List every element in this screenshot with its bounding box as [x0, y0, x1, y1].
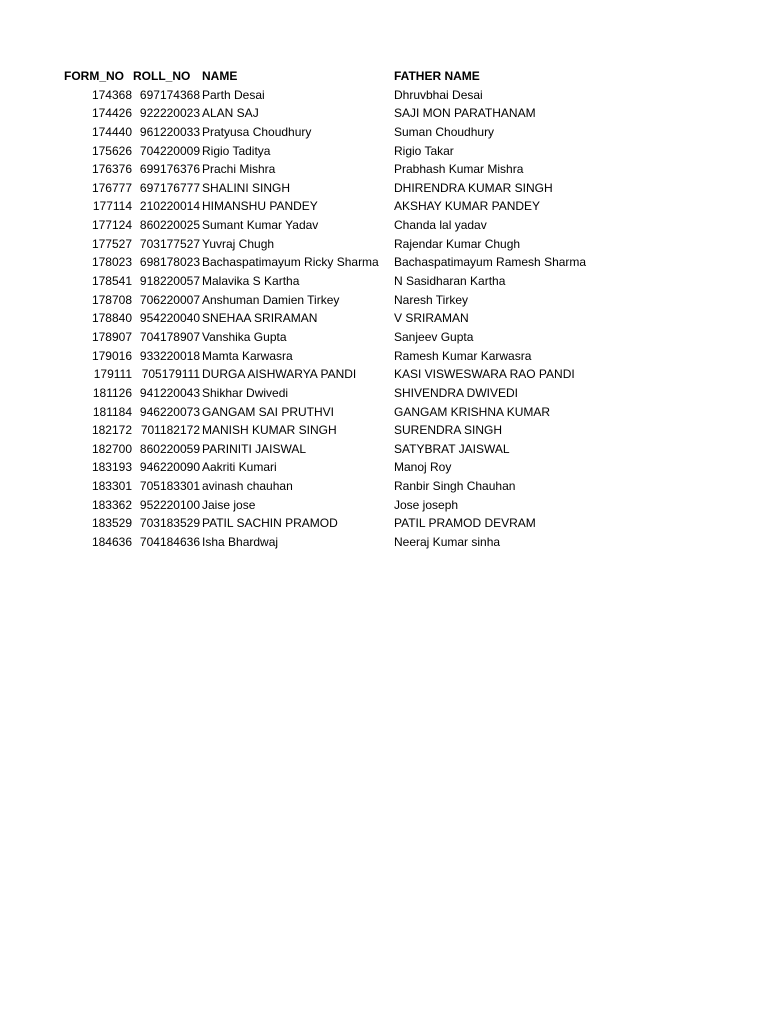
- cell-roll-no: 946220090: [139, 460, 200, 475]
- cell-name: Vanshika Gupta: [202, 329, 287, 344]
- cell-form-no: 178541: [91, 274, 132, 289]
- cell-name: Sumant Kumar Yadav: [202, 218, 319, 233]
- table-row: [0, 458, 768, 477]
- cell-roll-no: 704184636: [139, 535, 200, 550]
- table-row: [0, 123, 768, 142]
- cell-father-name: PATIL PRAMOD DEVRAM: [394, 516, 536, 531]
- cell-roll-no: 941220043: [139, 385, 200, 400]
- cell-roll-no: 697176777: [139, 180, 200, 195]
- cell-form-no: 181126: [92, 385, 132, 400]
- cell-form-no: 183529: [91, 516, 132, 531]
- cell-father-name: Suman Choudhury: [394, 124, 495, 139]
- cell-name: ALAN SAJ: [202, 106, 259, 121]
- table-row: [0, 365, 768, 384]
- cell-father-name: SATYBRAT JAISWAL: [394, 441, 510, 456]
- cell-form-no: 178840: [91, 311, 132, 326]
- cell-name: Aakriti Kumari: [202, 460, 277, 475]
- table-row: [0, 384, 768, 403]
- cell-father-name: Rigio Takar: [394, 143, 454, 158]
- cell-father-name: Ramesh Kumar Karwasra: [394, 348, 532, 363]
- cell-form-no: 177114: [92, 199, 132, 214]
- cell-form-no: 177527: [91, 236, 132, 251]
- cell-roll-no: 705183301: [139, 479, 200, 494]
- table-row: [0, 403, 768, 422]
- cell-father-name: SURENDRA SINGH: [394, 423, 503, 438]
- cell-father-name: Prabhash Kumar Mishra: [394, 162, 524, 177]
- cell-name: Malavika S Kartha: [202, 274, 300, 289]
- cell-form-no: 178708: [91, 292, 132, 307]
- cell-name: SNEHAA SRIRAMAN: [202, 311, 318, 326]
- cell-father-name: V SRIRAMAN: [394, 311, 469, 326]
- cell-roll-no: 704178907: [139, 329, 200, 344]
- cell-form-no: 175626: [91, 143, 132, 158]
- cell-roll-no: 918220057: [139, 274, 200, 289]
- table-row: [0, 235, 768, 254]
- cell-form-no: 174440: [91, 124, 132, 139]
- cell-form-no: 183193: [91, 460, 132, 475]
- cell-name: PARINITI JAISWAL: [202, 441, 307, 456]
- cell-roll-no: 946220073: [139, 404, 200, 419]
- cell-roll-no: 954220040: [139, 311, 200, 326]
- cell-father-name: Rajendar Kumar Chugh: [394, 236, 521, 251]
- cell-father-name: N Sasidharan Kartha: [394, 274, 506, 289]
- table-row: [0, 272, 768, 291]
- cell-roll-no: 706220007: [139, 292, 200, 307]
- cell-name: PATIL SACHIN PRAMOD: [202, 516, 338, 531]
- table-row: [0, 197, 768, 216]
- cell-father-name: Dhruvbhai Desai: [394, 87, 483, 102]
- cell-roll-no: 922220023: [139, 106, 200, 121]
- cell-father-name: Neeraj Kumar sinha: [394, 535, 501, 550]
- cell-name: Mamta Karwasra: [202, 348, 293, 363]
- cell-name: DURGA AISHWARYA PANDI: [202, 367, 357, 382]
- cell-father-name: KASI VISWESWARA RAO PANDI: [394, 367, 575, 382]
- table-body: [0, 86, 768, 552]
- cell-name: SHALINI SINGH: [202, 180, 291, 195]
- table-row: [0, 477, 768, 496]
- table-row: [0, 216, 768, 235]
- cell-roll-no: 703177527: [139, 236, 200, 251]
- table-row: [0, 142, 768, 161]
- table-row: [0, 160, 768, 179]
- table-row: [0, 253, 768, 272]
- cell-name: GANGAM SAI PRUTHVI: [202, 404, 335, 419]
- cell-father-name: Manoj Roy: [394, 460, 452, 475]
- table-row: [0, 496, 768, 515]
- cell-father-name: Bachaspatimayum Ramesh Sharma: [394, 255, 587, 270]
- cell-name: Parth Desai: [202, 87, 265, 102]
- cell-roll-no: 860220059: [139, 441, 200, 456]
- cell-name: avinash chauhan: [202, 479, 293, 494]
- table-row: [0, 86, 768, 105]
- table-row: [0, 440, 768, 459]
- cell-form-no: 183301: [91, 479, 132, 494]
- cell-form-no: 178023: [91, 255, 132, 270]
- cell-name: Bachaspatimayum Ricky Sharma: [202, 255, 379, 270]
- cell-father-name: Sanjeev Gupta: [394, 329, 474, 344]
- table-row: [0, 179, 768, 198]
- cell-father-name: SHIVENDRA DWIVEDI: [394, 385, 519, 400]
- cell-father-name: Jose joseph: [394, 497, 459, 512]
- table-row: [0, 347, 768, 366]
- cell-roll-no: 705179111: [141, 367, 200, 382]
- cell-name: Prachi Mishra: [202, 162, 276, 177]
- table-row: [0, 533, 768, 552]
- cell-roll-no: 210220014: [139, 199, 200, 214]
- table-row: [0, 104, 768, 123]
- header-name: NAME: [202, 69, 238, 83]
- cell-roll-no: 860220025: [139, 218, 200, 233]
- table-header-row: [0, 67, 768, 86]
- cell-father-name: Ranbir Singh Chauhan: [394, 479, 516, 494]
- cell-name: Pratyusa Choudhury: [202, 124, 312, 139]
- cell-form-no: 184636: [91, 535, 132, 550]
- cell-father-name: AKSHAY KUMAR PANDEY: [394, 199, 541, 214]
- cell-name: HIMANSHU PANDEY: [202, 199, 318, 214]
- table-row: [0, 421, 768, 440]
- table-row: [0, 328, 768, 347]
- cell-father-name: DHIRENDRA KUMAR SINGH: [394, 180, 553, 195]
- cell-father-name: Chanda lal yadav: [394, 218, 487, 233]
- cell-roll-no: 701182172: [140, 423, 200, 438]
- cell-name: Rigio Taditya: [202, 143, 271, 158]
- cell-name: Anshuman Damien Tirkey: [202, 292, 340, 307]
- cell-form-no: 174426: [91, 106, 132, 121]
- cell-roll-no: 697174368: [139, 87, 200, 102]
- cell-roll-no: 933220018: [139, 348, 200, 363]
- cell-form-no: 182700: [91, 441, 132, 456]
- header-roll-no: ROLL_NO: [133, 69, 191, 83]
- cell-form-no: 182172: [91, 423, 132, 438]
- header-father-name: FATHER NAME: [394, 69, 480, 83]
- cell-form-no: 181184: [92, 404, 132, 419]
- cell-roll-no: 952220100: [139, 497, 200, 512]
- cell-roll-no: 704220009: [139, 143, 200, 158]
- cell-name: Isha Bhardwaj: [202, 535, 279, 550]
- cell-name: Yuvraj Chugh: [202, 236, 275, 251]
- cell-father-name: Naresh Tirkey: [394, 292, 469, 307]
- student-table: [0, 67, 768, 552]
- cell-form-no: 174368: [91, 87, 132, 102]
- cell-father-name: SAJI MON PARATHANAM: [394, 106, 536, 121]
- cell-roll-no: 698178023: [139, 255, 200, 270]
- cell-name: Jaise jose: [202, 497, 256, 512]
- cell-form-no: 178907: [91, 329, 132, 344]
- cell-roll-no: 703183529: [139, 516, 200, 531]
- cell-father-name: GANGAM KRISHNA KUMAR: [394, 404, 551, 419]
- cell-name: Shikhar Dwivedi: [202, 385, 289, 400]
- cell-roll-no: 699176376: [139, 162, 200, 177]
- header-form-no: FORM_NO: [64, 69, 124, 83]
- cell-form-no: 176376: [91, 162, 132, 177]
- cell-form-no: 183362: [91, 497, 132, 512]
- cell-form-no: 176777: [91, 180, 132, 195]
- cell-form-no: 179111: [93, 367, 132, 382]
- table-row: [0, 309, 768, 328]
- cell-form-no: 179016: [91, 348, 132, 363]
- table-row: [0, 514, 768, 533]
- cell-roll-no: 961220033: [139, 124, 200, 139]
- cell-name: MANISH KUMAR SINGH: [202, 423, 337, 438]
- table-row: [0, 291, 768, 310]
- cell-form-no: 177124: [91, 218, 132, 233]
